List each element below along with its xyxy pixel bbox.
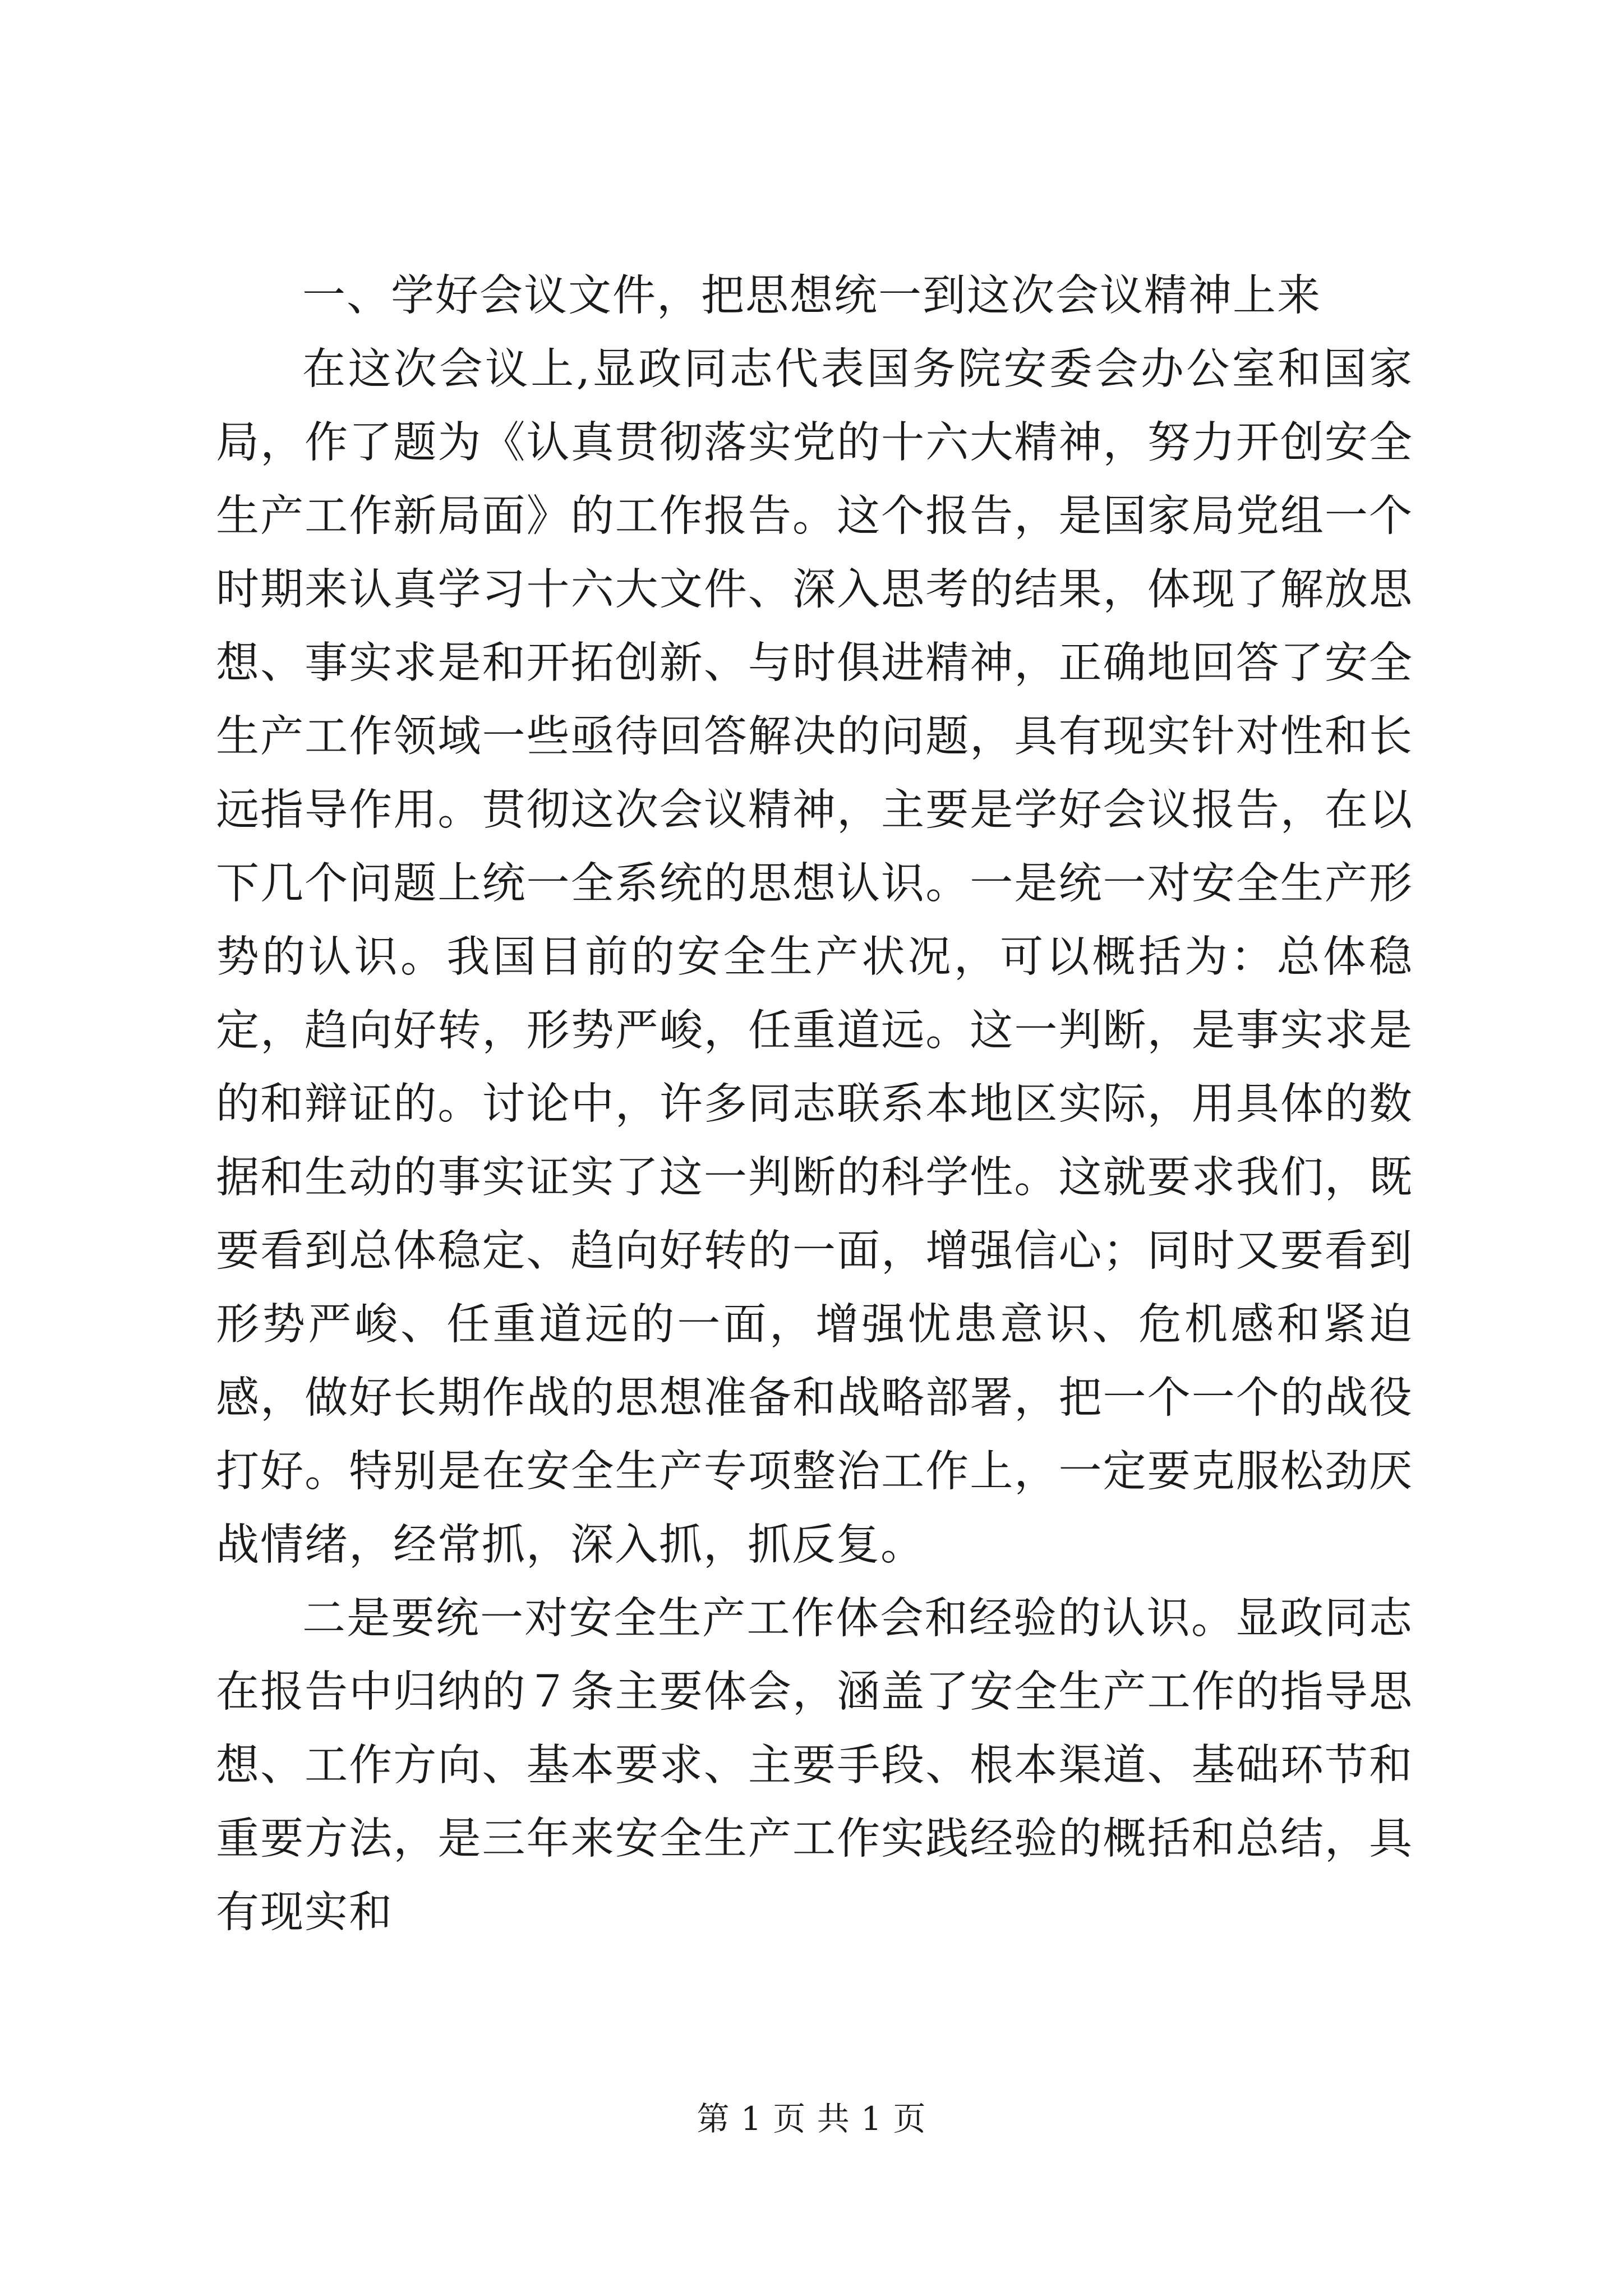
- section-heading: 一、学好会议文件，把思想统一到这次会议精神上来: [302, 271, 1321, 321]
- document-body: [216, 259, 1413, 1949]
- page-footer: 第 1 页 共 1 页: [697, 2100, 926, 2138]
- paragraph-2: 二是要统一对安全生产工作体会和经验的认识。显政同志在报告中归纳的７条主要体会，涵盖了安全生产工作的指导思想、工作方向、基本要求、主要手段、根本渠道、基础环节和重要方法，是三年来安全生产工作实践经验的概括和总结，具有现实和: [216, 1594, 1413, 1938]
- paragraph-1: 在这次会议上,显政同志代表国务院安委会办公室和国家局，作了题为《认真贯彻落实党的十六大精神，努力开创安全生产工作新局面》的工作报告。这个报告，是国家局党组一个时期来认真学习十六大文件、深入思考的结果，体现了解放思想、事实求是和开拓创新、与时俱进精神，正确地回答了安全生产工作领域一些亟待回答解决的问题，具有现实针对性和长远指导作用。贯彻这次会议精神，主要是学好会议报告，在以下几个问题上统一全系统的思想认识。一是统一对安全生产形势的认识。我国目前的安全生产状况，可以概括为：总体稳定，趋向好转，形势严峻，任重道远。这一判断，是事实求是的和辩证的。讨论中，许多同志联系本地区实际，用具体的数据和生动的事实证实了这一判断的科学性。这就要求我们，既要看到总体稳定、趋向好转的一面，增强信心；同时又要看到形势严峻、任重道远的一面，增强忧患意识、危机感和紧迫感，做好长期作战的思想准备和战略部署，把一个一个的战役打好。特别是在安全生产专项整治工作上，一定要克服松劲厌战情绪，经常抓，深入抓，抓反复。: [216, 344, 1413, 1570]
